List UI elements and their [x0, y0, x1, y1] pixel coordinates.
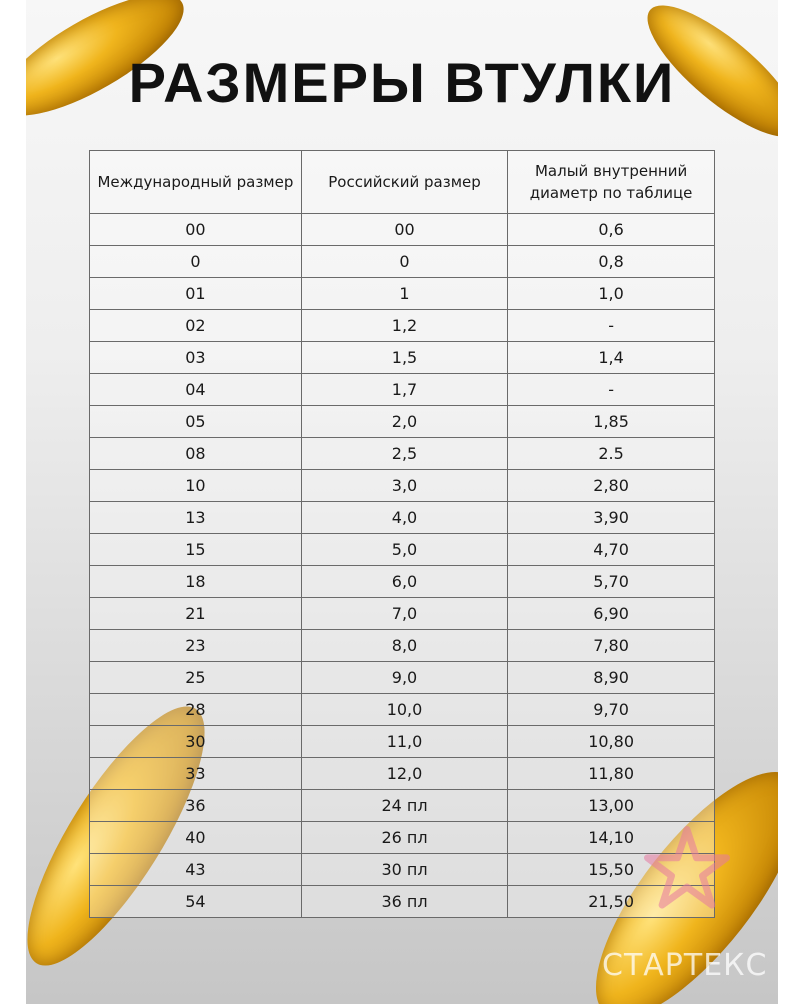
cell-inner-diameter: 8,90 [508, 662, 715, 694]
cell-international-size: 54 [90, 886, 302, 918]
header-russian-size: Российский размер [301, 151, 507, 214]
table-row [90, 534, 715, 566]
cell-russian-size: 3,0 [301, 470, 507, 502]
header-inner-diameter: Малый внутренний диаметр по таблице [508, 151, 715, 214]
cell-russian-size: 24 пл [301, 790, 507, 822]
table-row [90, 566, 715, 598]
table-row [90, 342, 715, 374]
table-row [90, 214, 715, 246]
table-row [90, 822, 715, 854]
table-row [90, 630, 715, 662]
table-row [90, 854, 715, 886]
table-row [90, 758, 715, 790]
table-header-row [90, 151, 715, 214]
cell-international-size: 36 [90, 790, 302, 822]
table-row [90, 374, 715, 406]
table-row [90, 790, 715, 822]
table-body [90, 214, 715, 918]
cell-international-size: 28 [90, 694, 302, 726]
cell-inner-diameter: 1,4 [508, 342, 715, 374]
cell-inner-diameter: 5,70 [508, 566, 715, 598]
cell-inner-diameter: 11,80 [508, 758, 715, 790]
star-logo-icon [644, 826, 730, 912]
cell-international-size: 0 [90, 246, 302, 278]
cell-inner-diameter: - [508, 310, 715, 342]
table-row [90, 406, 715, 438]
cell-russian-size: 6,0 [301, 566, 507, 598]
cell-international-size: 15 [90, 534, 302, 566]
cell-international-size: 25 [90, 662, 302, 694]
cell-russian-size: 1,5 [301, 342, 507, 374]
table-row [90, 438, 715, 470]
cell-russian-size: 1,7 [301, 374, 507, 406]
cell-inner-diameter: - [508, 374, 715, 406]
cell-international-size: 21 [90, 598, 302, 630]
brand-watermark: СТАРТЕКС [602, 948, 768, 983]
cell-inner-diameter: 0,8 [508, 246, 715, 278]
cell-inner-diameter: 7,80 [508, 630, 715, 662]
cell-international-size: 18 [90, 566, 302, 598]
cell-international-size: 23 [90, 630, 302, 662]
cell-international-size: 02 [90, 310, 302, 342]
cell-inner-diameter: 15,50 [508, 854, 715, 886]
cell-inner-diameter: 9,70 [508, 694, 715, 726]
cell-inner-diameter: 14,10 [508, 822, 715, 854]
cell-russian-size: 12,0 [301, 758, 507, 790]
cell-inner-diameter: 2.5 [508, 438, 715, 470]
cell-international-size: 04 [90, 374, 302, 406]
table-row [90, 502, 715, 534]
table-row [90, 598, 715, 630]
table-row [90, 470, 715, 502]
cell-inner-diameter: 0,6 [508, 214, 715, 246]
table-row [90, 886, 715, 918]
cell-international-size: 43 [90, 854, 302, 886]
cell-russian-size: 2,5 [301, 438, 507, 470]
cell-russian-size: 10,0 [301, 694, 507, 726]
cell-inner-diameter: 10,80 [508, 726, 715, 758]
cell-international-size: 05 [90, 406, 302, 438]
cell-russian-size: 5,0 [301, 534, 507, 566]
cell-international-size: 10 [90, 470, 302, 502]
cell-russian-size: 30 пл [301, 854, 507, 886]
size-table [89, 150, 715, 918]
cell-russian-size: 1,2 [301, 310, 507, 342]
cell-inner-diameter: 2,80 [508, 470, 715, 502]
cell-inner-diameter: 3,90 [508, 502, 715, 534]
cell-russian-size: 26 пл [301, 822, 507, 854]
cell-russian-size: 00 [301, 214, 507, 246]
cell-international-size: 13 [90, 502, 302, 534]
cell-russian-size: 4,0 [301, 502, 507, 534]
table-row [90, 278, 715, 310]
cell-inner-diameter: 21,50 [508, 886, 715, 918]
cell-inner-diameter: 13,00 [508, 790, 715, 822]
cell-russian-size: 11,0 [301, 726, 507, 758]
cell-international-size: 08 [90, 438, 302, 470]
cell-russian-size: 36 пл [301, 886, 507, 918]
cell-russian-size: 0 [301, 246, 507, 278]
table-row [90, 726, 715, 758]
cell-russian-size: 2,0 [301, 406, 507, 438]
cell-international-size: 30 [90, 726, 302, 758]
cell-international-size: 00 [90, 214, 302, 246]
cell-russian-size: 8,0 [301, 630, 507, 662]
cell-inner-diameter: 1,0 [508, 278, 715, 310]
cell-inner-diameter: 1,85 [508, 406, 715, 438]
table-row [90, 246, 715, 278]
cell-russian-size: 1 [301, 278, 507, 310]
cell-inner-diameter: 6,90 [508, 598, 715, 630]
cell-international-size: 33 [90, 758, 302, 790]
page-title: РАЗМЕРЫ ВТУЛКИ [128, 51, 676, 114]
cell-international-size: 01 [90, 278, 302, 310]
cell-russian-size: 7,0 [301, 598, 507, 630]
cell-russian-size: 9,0 [301, 662, 507, 694]
table-row [90, 662, 715, 694]
table-row [90, 310, 715, 342]
cell-inner-diameter: 4,70 [508, 534, 715, 566]
cell-international-size: 03 [90, 342, 302, 374]
table-row [90, 694, 715, 726]
cell-international-size: 40 [90, 822, 302, 854]
header-international-size: Международный размер [90, 151, 302, 214]
